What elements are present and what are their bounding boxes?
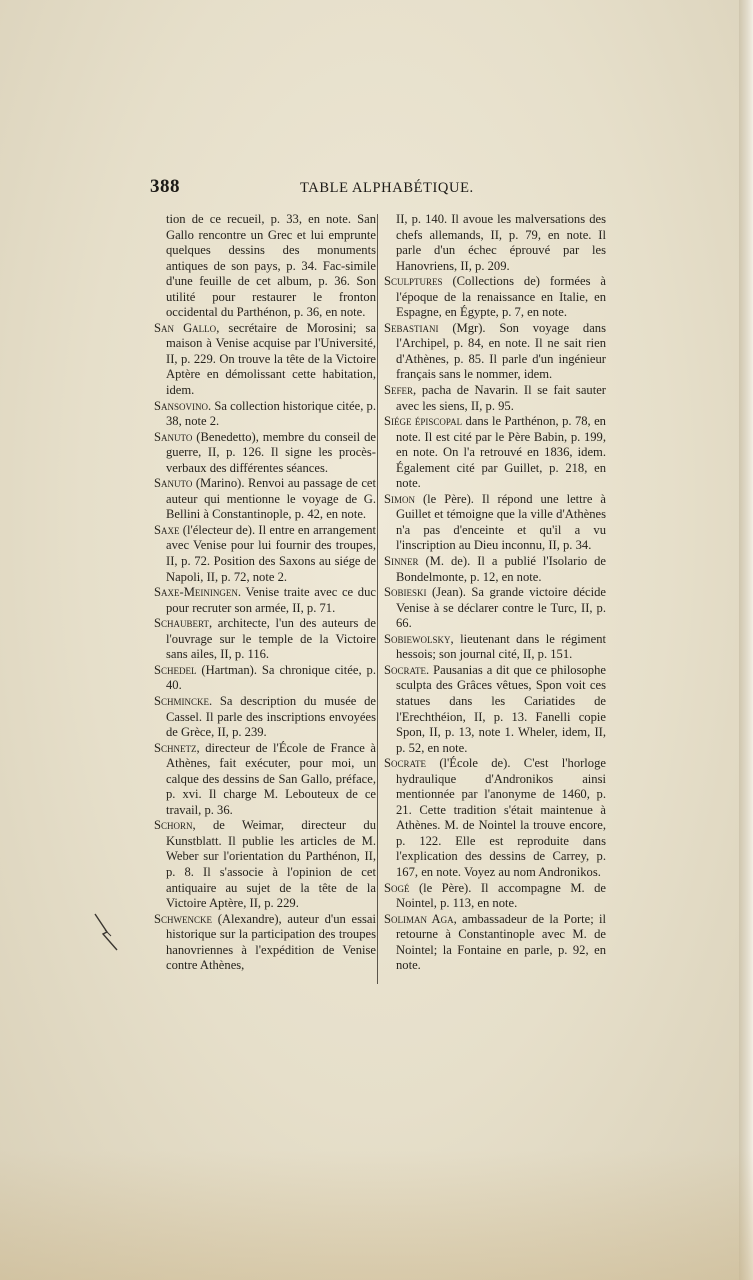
entry-text: II, p. 140. Il avoue les malversations des chefs allemands, II, p. 79, en note. Il parle d'un échec éprouvé par les Hanovriens, II, p. 209. (396, 212, 606, 273)
page-header (150, 176, 620, 202)
entry-text: (Hartman). Sa chronique citée, p. 40. (166, 662, 376, 693)
entry-headword: Schmincke (154, 693, 210, 708)
entry-headword: Schwencke (154, 911, 212, 926)
entry-headword: Soliman Aga (384, 911, 454, 926)
entry-headword: Schedel (154, 662, 197, 677)
entry-headword: Sansovino (154, 398, 209, 413)
entry-headword: Socrate (384, 756, 427, 771)
entry-text: (Jean). Sa grande victoire décide Venise à se déclarer contre le Turc, II, p. 66. (396, 585, 606, 631)
entry-headword: Saxe (154, 522, 180, 537)
entry-text: (M. de). Il a publié l'Isolario de Bondelmonte, p. 12, en note. (396, 554, 606, 584)
entry-text: . Sa description du musée de Cassel. Il parle des inscriptions envoyées de Grèce, II, p. 239. (166, 693, 376, 740)
entry-text: (le Père). Il accompagne M. de Nointel, p. 113, en note. (396, 880, 606, 911)
page-edge-shadow (739, 0, 753, 1280)
entry-headword: Schorn (154, 818, 193, 833)
entry-text: (Mgr). Son voyage dans l'Archipel, p. 84, en note. Il ne sait rien d'Athènes, p. 85. Il parle d'un ingénieur français sans le nommer, idem. (396, 320, 606, 382)
entry-headword: Schnetz (154, 740, 197, 755)
entry-text: , architecte, l'un des auteurs de l'ouvrage sur le temple de la Victoire sans ailes, II, p. 116. (166, 616, 376, 662)
entry-text: (l'École de). C'est l'horloge hydraulique d'Andronikos ainsi mentionnée par l'anonyme de 1460, p. 21. Cette tradition s'était maintenue à Athènes. M. de Nointel la trouve encore, p. 122. Elle est reproduite dans l'explication des dessins de Carrey, p. 167, en note. Voyez au nom Andronikos. (396, 756, 606, 879)
entry-headword: Socrate (384, 662, 427, 677)
entry-text: . Sa collection historique citée, p. 38, note 2. (166, 398, 376, 429)
entry-text: , ambassadeur de la Porte; il retourne à Constantinople avec M. de Nointel; la Fontaine en parle, p. 92, en note. (396, 911, 606, 973)
entry-headword: Siége épiscopal (384, 414, 463, 429)
entry-headword: San Gallo (154, 320, 217, 335)
index-entry (384, 663, 606, 756)
index-entry (154, 321, 376, 399)
entry-text: , secrétaire de Morosini; sa maison à Venise acquise par l'Université, II, p. 229. On trouve la tête de la Victoire Aptère en démolissant cette habitation, idem. (166, 320, 376, 398)
index-entry (384, 321, 606, 383)
entry-headword: Simon (384, 491, 416, 506)
index-entry (384, 274, 606, 321)
entry-headword: Sanuto (154, 429, 193, 444)
index-entry (154, 616, 376, 663)
index-entry (154, 912, 376, 974)
entry-headword: Saxe-Meiningen (154, 585, 238, 600)
index-entry (154, 694, 376, 741)
running-title: TABLE ALPHABÉTIQUE. (300, 180, 474, 196)
index-column-left (154, 212, 376, 974)
index-entry (154, 212, 376, 321)
index-entry (154, 476, 376, 523)
entry-text: , directeur de l'École de France à Athènes, fait exécuter, pour moi, un calque des dessins de San Gallo, préface, p. xvi. Il charge M. Lebouteux de ce travail, p. 36. (166, 740, 376, 817)
entry-text: . Pausanias a dit que ce philosophe sculpta des Grâces vêtues, Spon voit ces statues dans les Cariatides de l'Erechthéion, II, p. 13. Fanelli copie Spon, II, p. 13, note 1. Wheler, idem, II, p. 52, en note. (396, 662, 606, 755)
index-entry (384, 554, 606, 585)
entry-text: tion de ce recueil, p. 33, en note. San Gallo rencontre un Grec et lui emprunte quelques dessins des monuments antiques de son pays, p. 34. Fac-simile d'une feuille de cet album, p. 36. Son utilité pour restaurer le fronton occidental du Parthénon, p. 36, en note. (166, 212, 376, 320)
entry-headword: Sculptures (384, 274, 443, 289)
index-entry (384, 492, 606, 554)
index-entry (154, 663, 376, 694)
entry-headword: Sogé (384, 880, 410, 895)
index-entry (154, 399, 376, 430)
entry-headword: Sefer (384, 383, 414, 398)
entry-text: dans le Parthénon, p. 78, en note. Il est cité par le Père Babin, p. 199, en note. On l'a retrouvé en 1836, idem. Également cité par Guillet, p. 218, en note. (396, 414, 606, 491)
entry-headword: Sobieski (384, 585, 427, 600)
index-entry (384, 383, 606, 414)
index-entry (384, 756, 606, 880)
paper-stain (0, 1150, 753, 1280)
entry-text: , pacha de Navarin. Il se fait sauter avec les siens, II, p. 95. (396, 383, 606, 413)
entry-headword: Sobiewolsky (384, 631, 451, 646)
entry-text: (l'électeur de). Il entre en arrangement avec Venise pour lui fournir des troupes, II, p. 72. Position des Saxons au siége de Napoli, II, p. 72, note 2. (166, 522, 376, 584)
entry-headword: Schaubert (154, 616, 209, 631)
entry-text: , lieutenant dans le régiment hessois; son journal cité, II, p. 151. (396, 631, 606, 662)
entry-text: . Venise traite avec ce duc pour recruter son armée, II, p. 71. (166, 585, 376, 615)
index-entry (384, 632, 606, 663)
entry-headword: Sinner (384, 554, 419, 569)
entry-headword: Sebastiani (384, 320, 439, 335)
index-entry (154, 818, 376, 911)
entry-text: (Alexandre), auteur d'un essai historique sur la participation des troupes hanovriennes à l'expédition de Venise contre Athènes, (166, 911, 376, 973)
entry-text: (Marino). Renvoi au passage de cet auteur qui mentionne le voyage de G. Bellini à Constantinople, p. 42, en note. (166, 476, 376, 522)
entry-text: , de Weimar, directeur du Kunstblatt. Il publie les articles de M. Weber sur l'orientation du Parthénon, II, p. 8. Il s'associe à l'opinion de cet antiquaire au sujet de la tête de la Victoire Aptère, II, p. 229. (166, 818, 376, 911)
index-entry (384, 881, 606, 912)
index-entry (384, 912, 606, 974)
index-column-right (384, 212, 606, 974)
index-entry (154, 741, 376, 819)
index-entry (384, 585, 606, 632)
entry-text: (Collections de) formées à l'époque de la renaissance en Italie, en Espagne, en Égypte, p. 7, en note. (396, 274, 606, 320)
index-entry (154, 585, 376, 616)
page-number: 388 (150, 176, 180, 197)
entry-text: (Benedetto), membre du conseil de guerre, II, p. 126. Il signe les procès-verbaux des différentes séances. (166, 429, 376, 475)
index-entry (384, 414, 606, 492)
column-divider (377, 214, 378, 984)
pencil-mark-icon (93, 912, 123, 952)
index-entry (154, 430, 376, 477)
index-entry (384, 212, 606, 274)
entry-text: (le Père). Il répond une lettre à Guillet et témoigne que la ville d'Athènes n'a pas d'enceinte et qu'il a vu l'inscription au Dieu inconnu, II, p. 34. (396, 491, 606, 553)
index-entry (154, 523, 376, 585)
entry-headword: Sanuto (154, 476, 193, 491)
